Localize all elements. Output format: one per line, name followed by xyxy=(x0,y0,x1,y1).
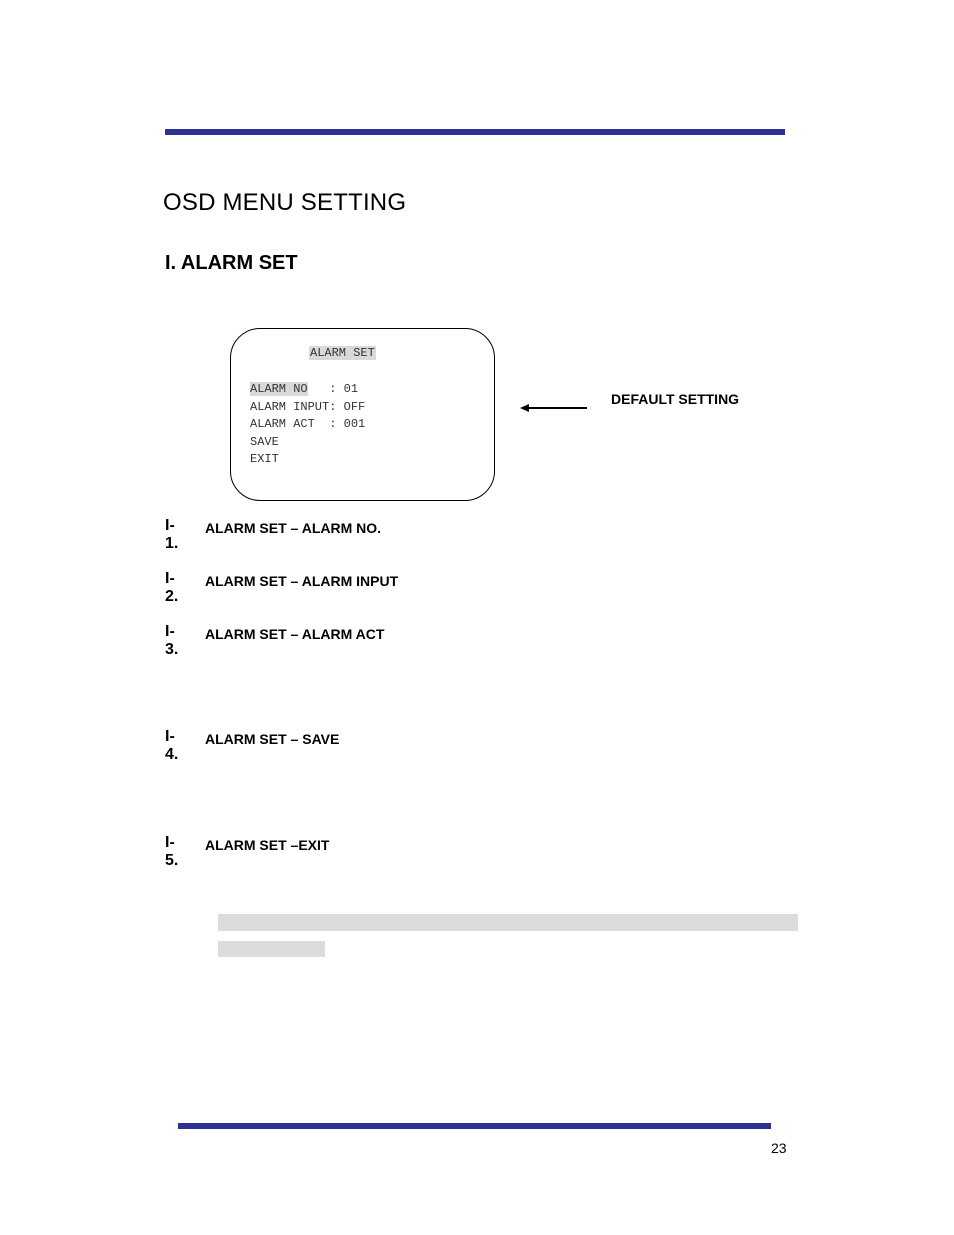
redacted-text-bar xyxy=(218,914,798,931)
osd-row-value: : OFF xyxy=(329,399,366,414)
osd-row-label: EXIT xyxy=(250,452,279,466)
osd-row-save xyxy=(250,434,365,452)
section-heading: I. ALARM SET xyxy=(165,252,298,274)
subsection-label: ALARM SET – ALARM INPUT xyxy=(205,573,399,589)
osd-row-alarm-input xyxy=(250,399,365,417)
redacted-text-bar xyxy=(218,941,325,957)
subsection-number: I-3. xyxy=(165,623,179,658)
osd-row-value: : 01 xyxy=(307,382,359,396)
osd-row-exit xyxy=(250,451,365,469)
osd-menu-list xyxy=(250,381,365,469)
osd-row-value: : 001 xyxy=(314,417,366,431)
osd-row-alarm-act xyxy=(250,416,365,434)
subsection-number: I-1. xyxy=(165,517,179,552)
default-setting-label: DEFAULT SETTING xyxy=(611,391,740,407)
osd-menu-title: ALARM SET xyxy=(310,346,375,360)
page-number: 23 xyxy=(771,1140,787,1156)
osd-row-label: ALARM ACT xyxy=(250,417,315,431)
osd-row-label: ALARM INPUT xyxy=(250,399,330,414)
page-title: OSD MENU SETTING xyxy=(163,189,407,216)
subsection-number: I-4. xyxy=(165,728,179,763)
osd-row-alarm-no xyxy=(250,381,365,399)
osd-row-label: SAVE xyxy=(250,434,279,449)
top-divider xyxy=(165,129,785,135)
subsection-label: ALARM SET – ALARM ACT xyxy=(205,626,385,642)
bottom-divider xyxy=(178,1123,771,1129)
subsection-number: I-2. xyxy=(165,570,179,605)
osd-menu-screen xyxy=(230,328,495,501)
osd-row-label: ALARM NO xyxy=(250,382,308,396)
subsection-number: I-5. xyxy=(165,834,179,869)
subsection-label: ALARM SET – ALARM NO. xyxy=(205,520,382,536)
subsection-label: ALARM SET – SAVE xyxy=(205,731,340,747)
subsection-label: ALARM SET –EXIT xyxy=(205,837,330,853)
arrow-left-icon xyxy=(519,402,589,414)
